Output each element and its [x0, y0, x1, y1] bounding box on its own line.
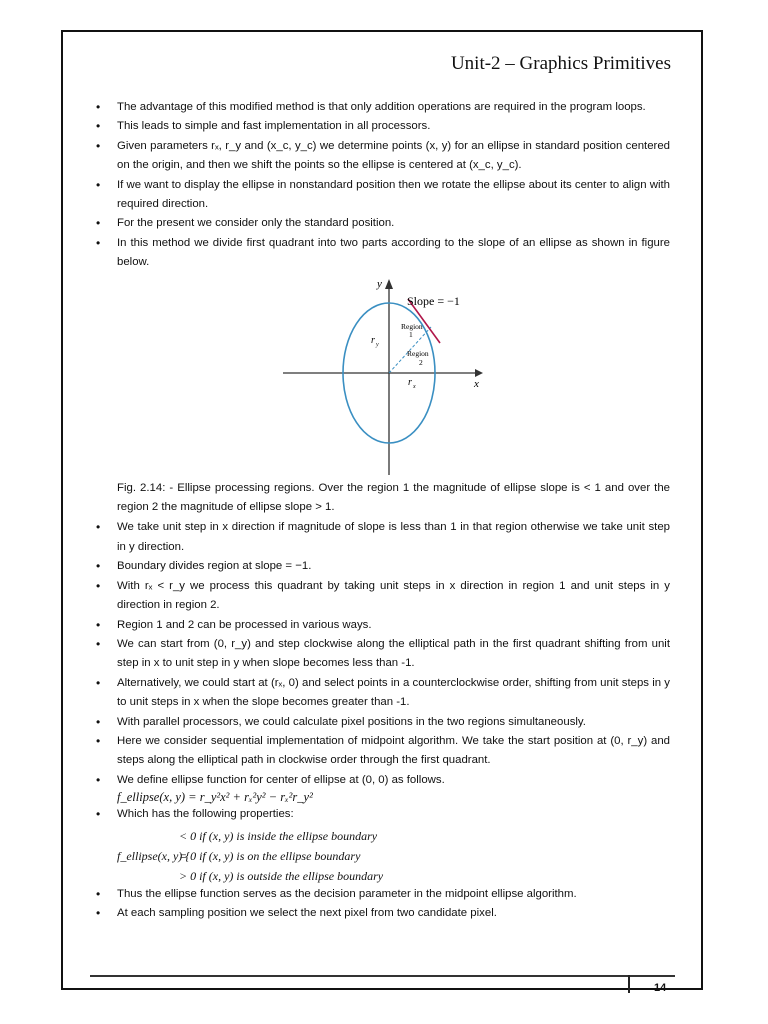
- ellipse-function-formula: f_ellipse(x, y) = r_y²x² + rₓ²y² − rₓ²r_y²: [117, 790, 313, 805]
- properties-lhs: f_ellipse(x, y) {: [117, 848, 191, 863]
- list-item: • With rₓ < r_y we process this quadrant by taking unit steps in x direction in region 1 and unit steps in y direction in region 2.: [96, 577, 670, 616]
- list-item: • Which has the following properties:: [96, 805, 670, 824]
- page-title: Unit-2 – Graphics Primitives: [450, 53, 671, 74]
- region-2-label: Region: [407, 348, 429, 358]
- property-outside: > 0 if (x, y) is outside the ellipse boundary: [179, 868, 384, 883]
- list-item: • In this method we divide first quadrant into two parts according to the slope of an ellipse as shown in figure below.: [96, 234, 670, 273]
- property-inside: < 0 if (x, y) is inside the ellipse boundary: [179, 828, 378, 843]
- footer-divider: [90, 975, 675, 977]
- list-item: • Here we consider sequential implementation of midpoint algorithm. We take the start position at (0, r_y) and steps along the elliptical path in clockwise order through the first quadrant.: [96, 732, 670, 771]
- ry-subscript: y: [376, 341, 379, 348]
- list-item: • Alternatively, we could start at (rₓ, 0) and select points in a counterclockwise order, shifting from unit steps in y to unit steps in x when the slope becomes greater than -1.: [96, 674, 670, 713]
- figure-caption: Fig. 2.14: - Ellipse processing regions. Over the region 1 the magnitude of ellipse slope is < 1 and over the region 2 the magnitude of ellipse slope > 1.: [117, 481, 670, 514]
- rx-subscript: x: [413, 383, 416, 390]
- list-item: • This leads to simple and fast implementation in all processors.: [96, 117, 670, 136]
- list-item: • For the present we consider only the standard position.: [96, 214, 670, 233]
- property-on: = 0 if (x, y) is on the ellipse boundary: [179, 848, 361, 863]
- x-axis-label: x: [474, 377, 479, 390]
- ry-label: r: [371, 334, 375, 346]
- ellipse-figure: [96, 273, 670, 479]
- list-item: • At each sampling position we select the next pixel from two candidate pixel.: [96, 904, 670, 923]
- list-item: • The advantage of this modified method is that only addition operations are required in the program loops.: [96, 98, 670, 117]
- list-item: • Given parameters rₓ, r_y and (x_c, y_c) we determine points (x, y) for an ellipse in standard position centered on the origin, and then we shift the points so the ellipse is centered at (x_c, y_c).: [96, 137, 670, 176]
- list-item: • Region 1 and 2 can be processed in various ways.: [96, 616, 670, 635]
- region-1-label: Region: [401, 321, 423, 331]
- list-item: • We define ellipse function for center of ellipse at (0, 0) as follows.: [96, 771, 670, 790]
- rx-label: r: [408, 376, 412, 388]
- list-item: • If we want to display the ellipse in nonstandard position then we rotate the ellipse about its center to align with required direction.: [96, 176, 670, 215]
- ellipse-regions-diagram: [283, 277, 483, 477]
- region-2-number: 2: [419, 357, 423, 367]
- list-item: • With parallel processors, we could calculate pixel positions in the two regions simultaneously.: [96, 713, 670, 732]
- ellipse-function-properties: [117, 825, 670, 885]
- slope-label: Slope = −1: [407, 293, 460, 308]
- x-axis-arrow-icon: [475, 369, 483, 377]
- footer-tick: [628, 975, 630, 993]
- y-axis-arrow-icon: [385, 279, 393, 289]
- page-number: 14: [654, 982, 667, 994]
- list-item: • Boundary divides region at slope = −1.: [96, 557, 670, 576]
- content-list: [96, 98, 670, 923]
- list-item: • We can start from (0, r_y) and step clockwise along the elliptical path in the first quadrant shifting from unit step in x to unit step in y when slope becomes less than -1.: [96, 635, 670, 674]
- list-item: • Thus the ellipse function serves as the decision parameter in the midpoint ellipse algorithm.: [96, 885, 670, 904]
- region-1-number: 1: [409, 329, 413, 339]
- list-item: • We take unit step in x direction if magnitude of slope is less than 1 in that region otherwise we take unit step in y direction.: [96, 518, 670, 557]
- y-axis-label: y: [377, 277, 382, 290]
